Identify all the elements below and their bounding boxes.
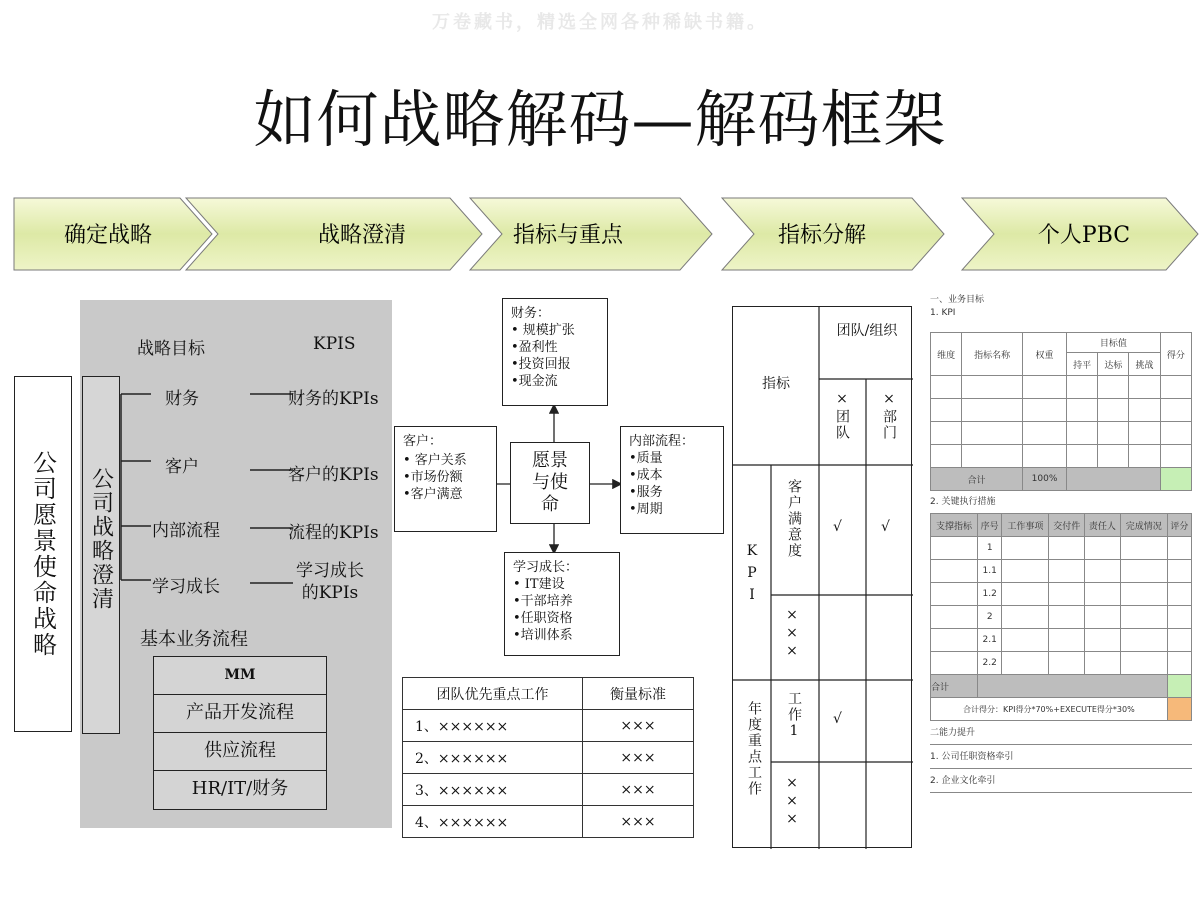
measure-cell: ××× <box>583 710 694 742</box>
process-box <box>620 426 724 534</box>
kpi-team-org-label: 团队/组织 <box>836 323 898 339</box>
col-measure-header: 衡量标准 <box>583 678 694 710</box>
pbc-num: 2 <box>978 606 1002 629</box>
pbc-col2-header: 交付件 <box>1049 514 1085 537</box>
pbc-col-header: 得分 <box>1160 333 1191 376</box>
pbc-formula: 合计得分：KPI得分*70%+EXECUTE得分*30% <box>931 698 1168 721</box>
pbc-num: 1 <box>978 537 1002 560</box>
measure-cell: ××× <box>583 806 694 838</box>
page-title: 如何战略解码—解码框架 <box>253 83 947 156</box>
priority-cell: 3、×××××× <box>403 774 583 806</box>
table-row <box>931 422 1192 445</box>
flows-title: 基本业务流程 <box>140 629 248 650</box>
kpi-cust-sat-label: 客户满意度 <box>786 479 802 559</box>
step-label-4: 指标分解 <box>777 223 867 248</box>
pbc-total-row <box>931 468 1192 491</box>
table-row <box>931 629 1192 652</box>
goal-learning: 学习成长 <box>152 577 220 597</box>
table-row <box>403 742 694 774</box>
table-header-row <box>403 678 694 710</box>
goals-header: 战略目标 <box>137 339 205 359</box>
pbc-total-pct: 100% <box>1023 468 1067 491</box>
pbc-num: 1.1 <box>978 560 1002 583</box>
table-row <box>931 376 1192 399</box>
step-label-3: 指标与重点 <box>512 223 624 248</box>
table-row <box>931 583 1192 606</box>
kpi-table <box>732 306 912 848</box>
kpi-label: KPI <box>744 543 760 609</box>
finance-item: •投资回报 <box>511 357 571 372</box>
flows-table <box>153 656 327 810</box>
flow-row: HR/IT/财务 <box>191 778 289 799</box>
kpi-dept-label: ×部门 <box>881 391 897 441</box>
customer-title: 客户： <box>403 434 443 449</box>
pbc-col-header: 权重 <box>1023 333 1067 376</box>
step-label-5: 个人PBC <box>1037 223 1131 248</box>
pbc-formula-row <box>931 698 1192 721</box>
kpi-process: 流程的KPIs <box>288 523 379 543</box>
vision-text: 公司愿景使命战略 <box>28 450 57 658</box>
watermark: 万卷藏书，精选全网各种稀缺书籍。 <box>432 12 768 33</box>
process-title: 内部流程： <box>629 434 695 449</box>
pbc-col2-header: 序号 <box>978 514 1002 537</box>
finance-item: • 规模扩张 <box>511 323 575 338</box>
vision-mission-box <box>510 442 590 524</box>
pbc-section-1: 一、业务目标 <box>930 295 985 305</box>
flow-row: 产品开发流程 <box>154 695 326 733</box>
pbc-target-header: 挑战 <box>1129 353 1160 376</box>
priority-cell: 2、×××××× <box>403 742 583 774</box>
pbc-section-3: 二能力提升 <box>930 721 1192 745</box>
pbc-form <box>930 292 1192 886</box>
pbc-target-header: 持平 <box>1066 353 1097 376</box>
step-label-1: 确定战略 <box>63 223 153 248</box>
clarify-text: 公司战略澄清 <box>88 467 114 611</box>
pbc-col2-header: 完成情况 <box>1120 514 1167 537</box>
pbc-line-2: 2. 企业文化牵引 <box>930 769 1192 793</box>
process-item: •成本 <box>629 468 663 483</box>
customer-item: •客户满意 <box>403 487 463 502</box>
process-steps <box>0 190 1200 276</box>
pbc-col2-header: 评分 <box>1167 514 1191 537</box>
finance-box <box>502 298 608 406</box>
goal-connectors <box>115 390 295 590</box>
learning-item: • IT建设 <box>513 577 565 592</box>
pbc-col-header: 目标值 <box>1066 333 1160 353</box>
finance-title: 财务： <box>511 306 551 321</box>
learning-item: •干部培养 <box>513 594 573 609</box>
pbc-line-1: 1. 公司任职资格牵引 <box>930 745 1192 769</box>
pbc-total2-score <box>1167 675 1191 698</box>
kpi-learning: 学习成长的KPIs <box>296 561 364 603</box>
pbc-num: 2.1 <box>978 629 1002 652</box>
pbc-num: 2.2 <box>978 652 1002 675</box>
step-label-2: 战略澄清 <box>317 223 407 248</box>
kpi-customer: 客户的KPIs <box>288 465 379 485</box>
customer-box <box>394 426 497 532</box>
customer-item: •市场份额 <box>403 470 463 485</box>
kpis-header: KPIS <box>313 334 356 354</box>
pbc-subsection-1: 1. KPI <box>930 308 956 318</box>
flow-row: 供应流程 <box>154 733 326 771</box>
pbc-col2-header: 责任人 <box>1085 514 1121 537</box>
kpi-xxx-label-2: ××× <box>784 775 800 829</box>
pbc-col-header: 指标名称 <box>962 333 1023 376</box>
pbc-final-score <box>1167 698 1191 721</box>
table-row <box>931 560 1192 583</box>
goal-customer: 客户 <box>165 457 199 477</box>
priority-cell: 1、×××××× <box>403 710 583 742</box>
pbc-section-2: 2. 关键执行措施 <box>930 497 996 507</box>
pbc-col2-header: 工作事项 <box>1002 514 1049 537</box>
process-item: •周期 <box>629 502 663 517</box>
table-row <box>931 399 1192 422</box>
pbc-target-header: 达标 <box>1098 353 1129 376</box>
priority-cell: 4、×××××× <box>403 806 583 838</box>
pbc-total2-label: 合计 <box>931 675 978 698</box>
kpi-work1-label: 工作1 <box>786 691 802 741</box>
pbc-col-header: 维度 <box>931 333 962 376</box>
learning-item: •任职资格 <box>513 611 573 626</box>
customer-item: • 客户关系 <box>403 453 467 468</box>
kpi-finance: 财务的KPIs <box>288 389 379 409</box>
pbc-total2-row <box>931 675 1192 698</box>
check-icon: √ <box>833 711 842 727</box>
step-chevron-5 <box>962 198 1198 270</box>
priority-table <box>402 677 694 838</box>
kpi-xxx-label: ××× <box>784 607 800 661</box>
pbc-measures-table <box>930 513 1192 721</box>
col-priority-header: 团队优先重点工作 <box>403 678 583 710</box>
step-chevron-3 <box>470 198 712 270</box>
table-row <box>931 606 1192 629</box>
kpi-annual-label: 年度重点工作 <box>746 701 762 797</box>
kpi-indicator-label: 指标 <box>762 376 790 392</box>
measure-cell: ××× <box>583 774 694 806</box>
learning-title: 学习成长： <box>513 560 579 575</box>
table-row <box>403 806 694 838</box>
pbc-total-label: 合计 <box>931 468 1023 491</box>
pbc-num: 1.2 <box>978 583 1002 606</box>
vision-box <box>14 376 72 732</box>
goal-process: 内部流程 <box>152 521 220 541</box>
check-icon: √ <box>881 519 890 535</box>
goal-finance: 财务 <box>165 389 199 409</box>
finance-item: •现金流 <box>511 374 558 389</box>
table-row <box>403 710 694 742</box>
table-row <box>931 445 1192 468</box>
learning-item: •培训体系 <box>513 628 573 643</box>
pbc-kpi-table <box>930 332 1192 491</box>
measure-cell: ××× <box>583 742 694 774</box>
step-chevron-2 <box>186 198 482 270</box>
process-item: •质量 <box>629 451 663 466</box>
table-row <box>931 652 1192 675</box>
kpi-team-label: ×团队 <box>834 391 850 441</box>
step-chevron-4 <box>722 198 944 270</box>
learning-box <box>504 552 620 656</box>
vision-mission-text: 愿景与使命 <box>532 450 568 515</box>
flow-row: MM <box>154 657 326 695</box>
step-chevron-1 <box>14 198 212 270</box>
table-row <box>931 537 1192 560</box>
pbc-total-score <box>1160 468 1191 491</box>
process-item: •服务 <box>629 485 663 500</box>
check-icon: √ <box>833 519 842 535</box>
finance-item: •盈利性 <box>511 340 558 355</box>
pbc-col2-header: 支撑指标 <box>931 514 978 537</box>
table-row <box>403 774 694 806</box>
